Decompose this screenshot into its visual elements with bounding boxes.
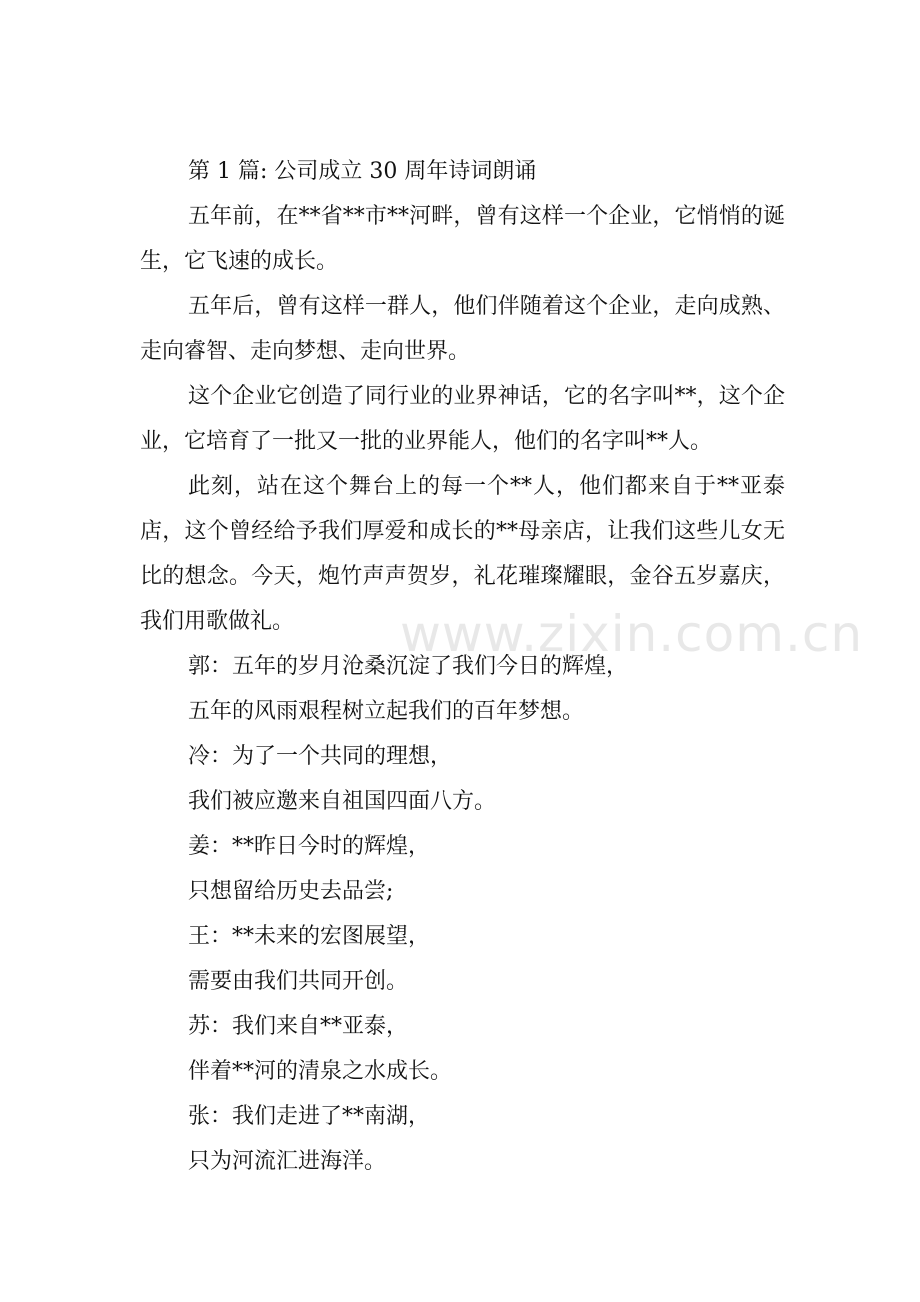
paragraph-3: 这个企业它创造了同行业的业界神话，它的名字叫**，这个企业，它培育了一批又一批的业界能人，他们的名字叫**人。 — [140, 384, 785, 454]
paragraph-2: 五年后，曾有这样一群人，他们伴随着这个企业，走向成熟、走向睿智、走向梦想、走向世界。 — [140, 294, 785, 364]
watermark: www.zixin.com.cn — [400, 605, 864, 663]
poem-line-4: 我们被应邀来自祖国四面八方。 — [188, 789, 497, 814]
poem-line-12: 只为河流汇进海洋。 — [188, 1149, 387, 1174]
poem-line-2: 五年的风雨艰程树立起我们的百年梦想。 — [188, 699, 585, 724]
document-title: 第 1 篇: 公司成立 30 周年诗词朗诵 — [188, 159, 537, 184]
poem-line-9: 苏：我们来自**亚泰， — [188, 1014, 409, 1039]
poem-line-8: 需要由我们共同开创。 — [188, 969, 409, 994]
poem-line-5: 姜：**昨日今时的辉煌， — [188, 834, 431, 859]
paragraph-4: 此刻，站在这个舞台上的每一个**人，他们都来自于**亚泰店，这个曾经给予我们厚爱和成长的**母亲店，让我们这些儿女无比的想念。今天，炮竹声声贺岁，礼花璀璨耀眼，金谷五岁嘉庆，我们用歌做礼。 — [140, 474, 785, 634]
poem-line-3: 冷：为了一个共同的理想， — [188, 744, 453, 769]
poem-line-1: 郭：五年的岁月沧桑沉淀了我们今日的辉煌， — [188, 654, 629, 679]
poem-line-11: 张：我们走进了**南湖， — [188, 1104, 431, 1129]
poem-line-6: 只想留给历史去品尝; — [188, 879, 394, 904]
poem-line-7: 王：**未来的宏图展望， — [188, 924, 431, 949]
poem-line-10: 伴着**河的清泉之水成长。 — [188, 1059, 453, 1084]
paragraph-1: 五年前，在**省**市**河畔，曾有这样一个企业，它悄悄的诞生，它飞速的成长。 — [140, 204, 785, 274]
document-body — [140, 150, 785, 1184]
